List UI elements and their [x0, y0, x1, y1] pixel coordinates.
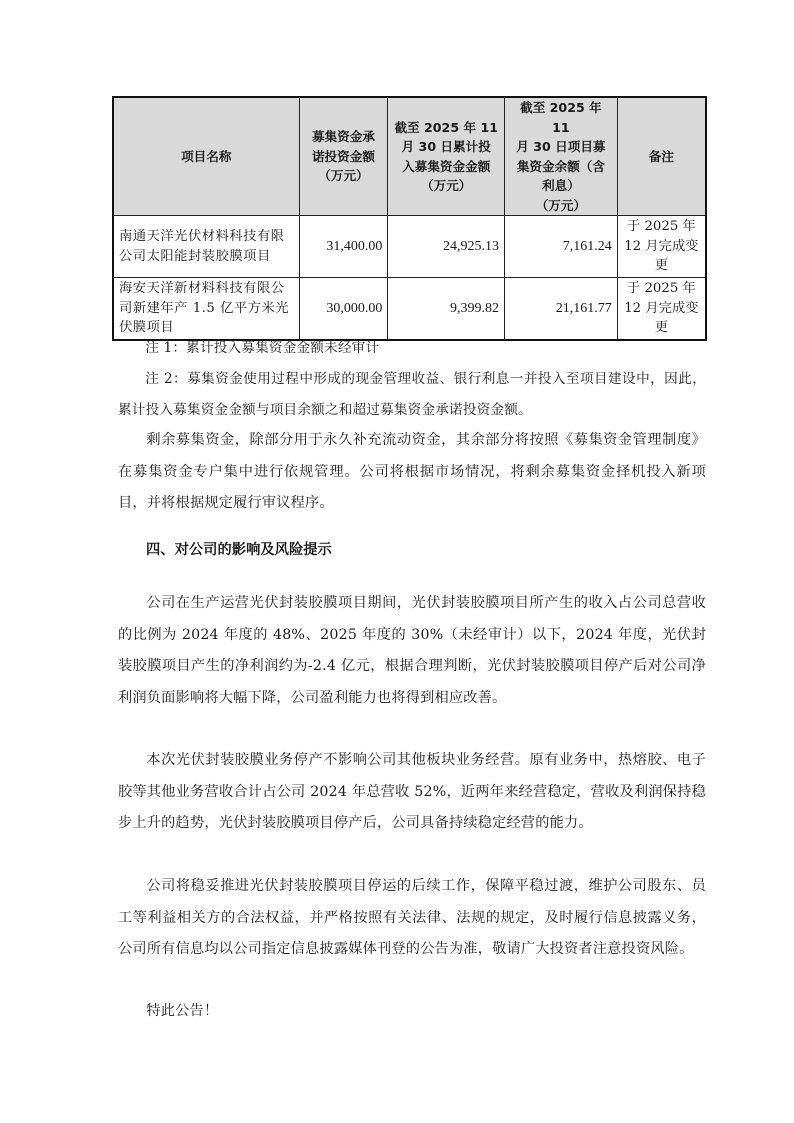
cell-project-name: 海安天洋新材料科技有限公司新建年产 1.5 亿平方米光伏膜项目 [113, 278, 299, 341]
cell-committed: 31,400.00 [299, 216, 388, 278]
cell-cumulative: 9,399.82 [388, 278, 505, 341]
table-note-2: 注 2：募集资金使用过程中形成的现金管理收益、银行利息一并投入至项目建设中，因此，累计投入募集资金金额与项目余额之和超过募集资金承诺投资金额。 [118, 371, 706, 418]
paragraph-impact-3: 公司将稳妥推进光伏封装胶膜项目停运的后续工作，保障平稳过渡，维护公司股东、员工等利益相关方的合法权益，并严格按照有关法律、法规的规定，及时履行信息披露义务，公司所有信息均以公司指定信息披露媒体刊登的公告为准，敬请广大投资者注意投资风险。 [118, 878, 706, 957]
table-note-1: 注 1：累计投入募集资金金额未经审计 [145, 340, 380, 356]
table-row [113, 216, 706, 278]
closing-statement: 特此公告！ [146, 1003, 219, 1019]
cell-balance: 21,161.77 [505, 278, 618, 341]
fund-usage-table [112, 96, 707, 341]
table-row [113, 278, 706, 341]
cell-remark: 于 2025 年 12 月完成变更 [617, 278, 706, 341]
header-remarks: 备注 [617, 97, 706, 216]
cell-project-name: 南通天洋光伏材料科技有限公司太阳能封装胶膜项目 [113, 216, 299, 278]
paragraph-impact-2: 本次光伏封装胶膜业务停产不影响公司其他板块业务经营。原有业务中，热熔胶、电子胶等其他业务营收合计占公司 2024 年总营收 52%，近两年来经营稳定，营收及利润保持稳步上升的趋势，光伏封装胶膜项目停产后，公司具备持续稳定经营的能力。 [118, 752, 706, 831]
paragraph-remaining-funds: 剩余募集资金，除部分用于永久补充流动资金，其余部分将按照《募集资金管理制度》在募集资金专户集中进行依规管理。公司将根据市场情况，将剩余募集资金择机投入新项目，并将根据规定履行审议程序。 [118, 432, 706, 511]
cell-cumulative: 24,925.13 [388, 216, 505, 278]
paragraph-impact-1: 公司在生产运营光伏封装胶膜项目期间，光伏封装胶膜项目所产生的收入占公司总营收的比例为 2024 年度的 48%、2025 年度的 30%（未经审计）以下，2024 年度，光伏封装胶膜项目产生的净利润约为-2.4 亿元，根据合理判断，光伏封装胶膜项目停产后对公司净利润负面影响将大幅下降，公司盈利能力也将得到相应改善。 [118, 595, 706, 706]
section-heading: 四、对公司的影响及风险提示 [146, 542, 332, 558]
cell-committed: 30,000.00 [299, 278, 388, 341]
header-project-name: 项目名称 [113, 97, 299, 216]
header-balance-amount: 截至 2025 年 11 月 30 日项目募 集资金余额（含 利息） （万元） [505, 97, 618, 216]
cell-remark: 于 2025 年 12 月完成变更 [617, 216, 706, 278]
header-cumulative-amount: 截至 2025 年 11 月 30 日累计投 入募集资金金额 （万元） [388, 97, 505, 216]
header-committed-amount: 募集资金承 诺投资金额 （万元） [299, 97, 388, 216]
cell-balance: 7,161.24 [505, 216, 618, 278]
table-header-row [113, 97, 706, 216]
